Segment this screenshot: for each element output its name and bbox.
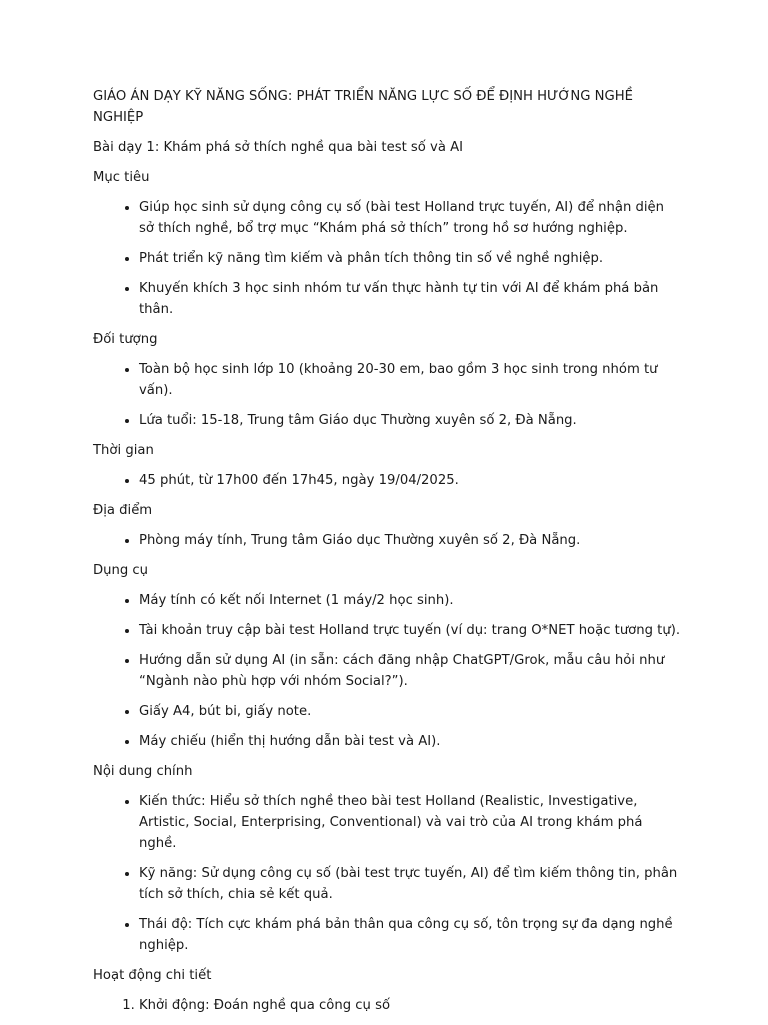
list-item: 1. Khởi động: Đoán nghề qua công cụ số <box>139 995 683 1016</box>
dia-diem-list <box>93 530 683 551</box>
list-item: • Thái độ: Tích cực khám phá bản thân qua công cụ số, tôn trọng sự đa dạng nghề nghiệp. <box>139 914 683 956</box>
section-heading-doi-tuong: Đối tượng <box>93 332 158 347</box>
section-heading-noi-dung: Nội dung chính <box>93 764 193 779</box>
lesson-title: Bài dạy 1: Khám phá sở thích nghề qua bài test số và AI <box>93 140 464 155</box>
list-item: • Kiến thức: Hiểu sở thích nghề theo bài test Holland (Realistic, Investigative, Artistic, Social, Enterprising, Conventional) và vai trò của AI trong khám phá nghề. <box>139 791 683 854</box>
document-page <box>93 86 683 1025</box>
dung-cu-list <box>93 590 683 752</box>
list-item: • Lứa tuổi: 15-18, Trung tâm Giáo dục Thường xuyên số 2, Đà Nẵng. <box>139 410 683 431</box>
section-heading-dung-cu: Dụng cụ <box>93 563 149 578</box>
thoi-gian-list <box>93 470 683 491</box>
list-item: • Giấy A4, bút bi, giấy note. <box>139 701 683 722</box>
list-item: • Toàn bộ học sinh lớp 10 (khoảng 20-30 em, bao gồm 3 học sinh trong nhóm tư vấn). <box>139 359 683 401</box>
document-title: GIÁO ÁN DẠY KỸ NĂNG SỐNG: PHÁT TRIỂN NĂNG LỰC SỐ ĐỂ ĐỊNH HƯỚNG NGHỀ NGHIỆP <box>93 89 633 125</box>
list-item: • Máy chiếu (hiển thị hướng dẫn bài test và AI). <box>139 731 683 752</box>
section-heading-thoi-gian: Thời gian <box>93 443 154 458</box>
list-item: • Phát triển kỹ năng tìm kiếm và phân tích thông tin số về nghề nghiệp. <box>139 248 683 269</box>
muc-tieu-list <box>93 197 683 320</box>
section-heading-muc-tieu: Mục tiêu <box>93 170 150 185</box>
doi-tuong-list <box>93 359 683 431</box>
list-item: • Hướng dẫn sử dụng AI (in sẵn: cách đăng nhập ChatGPT/Grok, mẫu câu hỏi như “Ngành nào phù hợp với nhóm Social?”). <box>139 650 683 692</box>
section-heading-dia-diem: Địa điểm <box>93 503 153 518</box>
section-heading-hoat-dong: Hoạt động chi tiết <box>93 968 212 983</box>
list-item: • Khuyến khích 3 học sinh nhóm tư vấn thực hành tự tin với AI để khám phá bản thân. <box>139 278 683 320</box>
noi-dung-list <box>93 791 683 956</box>
list-item: • Giúp học sinh sử dụng công cụ số (bài test Holland trực tuyến, AI) để nhận diện sở thích nghề, bổ trợ mục “Khám phá sở thích” trong hồ sơ hướng nghiệp. <box>139 197 683 239</box>
list-item: • Kỹ năng: Sử dụng công cụ số (bài test trực tuyến, AI) để tìm kiếm thông tin, phân tích sở thích, chia sẻ kết quả. <box>139 863 683 905</box>
list-item: • Phòng máy tính, Trung tâm Giáo dục Thường xuyên số 2, Đà Nẵng. <box>139 530 683 551</box>
list-item: • Máy tính có kết nối Internet (1 máy/2 học sinh). <box>139 590 683 611</box>
list-item: • 45 phút, từ 17h00 đến 17h45, ngày 19/04/2025. <box>139 470 683 491</box>
hoat-dong-list <box>93 995 683 1016</box>
list-item: • Tài khoản truy cập bài test Holland trực tuyến (ví dụ: trang O*NET hoặc tương tự). <box>139 620 683 641</box>
